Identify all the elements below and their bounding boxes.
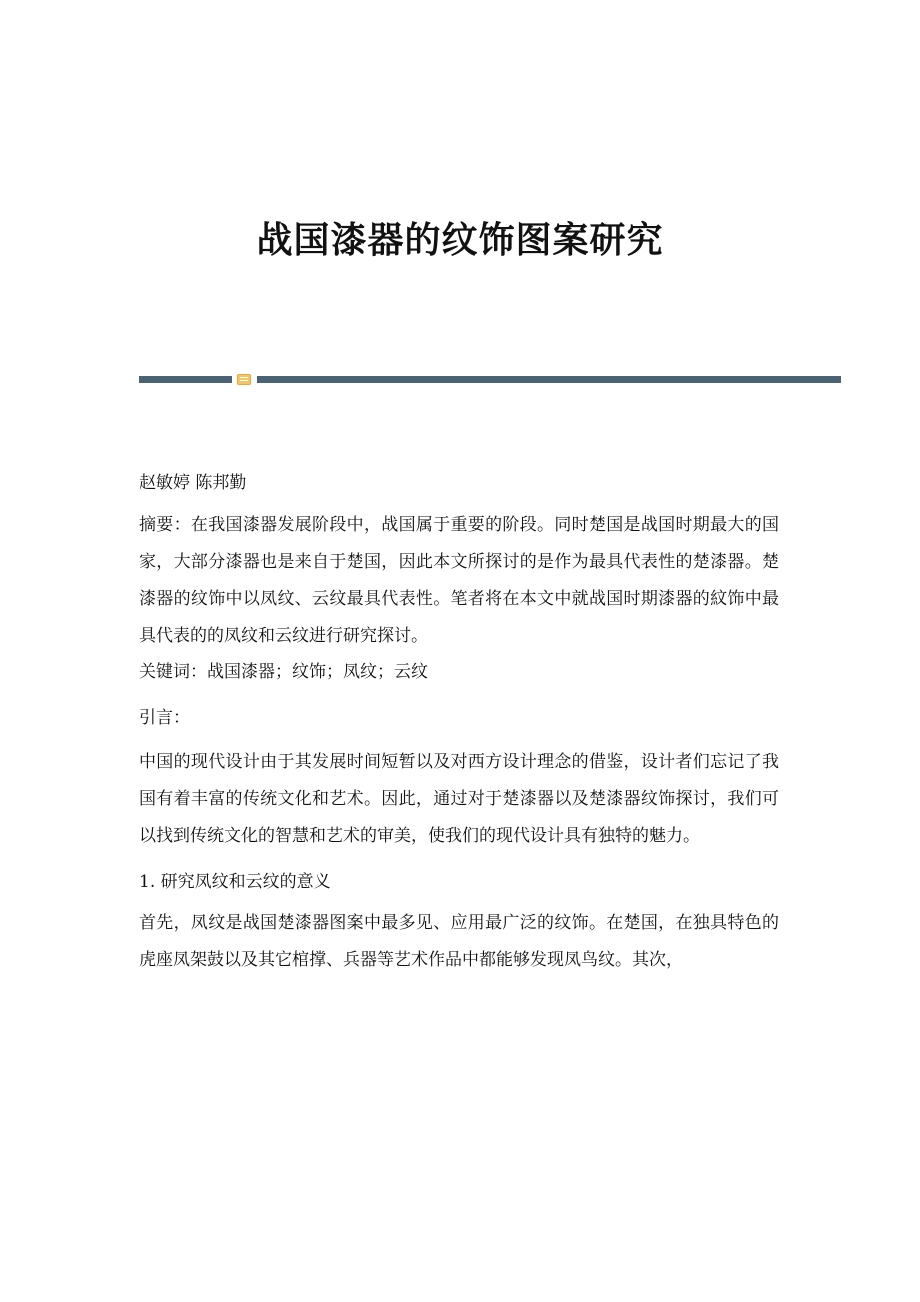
section-heading: 1. 研究凤纹和云纹的意义	[139, 872, 331, 892]
abstract: 摘要：在我国漆器发展阶段中，战国属于重要的阶段。同时楚国是战国时期最大的国家，大部分漆器也是来自于楚国，因此本文所探讨的是作为最具代表性的楚漆器。楚漆器的纹饰中以凤纹、云纹最具代表性。笔者将在本文中就战国时期漆器的紋饰中最具代表的的凤纹和云纹进行研究探讨。	[139, 515, 779, 646]
keywords: 关键词：战国漆器；纹饰；凤纹；云纹	[139, 662, 428, 682]
intro-text: 中国的现代设计由于其发展时间短暂以及对西方设计理念的借鉴，设计者们忘记了我国有着丰富的传统文化和艺术。因此，通过对于楚漆器以及楚漆器纹饰探讨，我们可以找到传统文化的智慧和艺术的审美，使我们的现代设计具有独特的魅力。	[139, 752, 779, 846]
document-body	[139, 470, 779, 979]
divider-emblem-icon	[237, 374, 251, 385]
authors: 赵敏婷 陈邦勤	[139, 473, 247, 493]
intro-label: 引言：	[139, 708, 190, 728]
section-body: 首先，凤纹是战国楚漆器图案中最多见、应用最广泛的纹饰。在楚国，在独具特色的虎座凤架鼓以及其它棺撑、兵器等艺术作品中都能够发现凤鸟纹。其次，	[139, 913, 779, 970]
title-divider	[139, 374, 841, 386]
divider-bar-left	[139, 376, 232, 383]
divider-bar-right	[257, 376, 841, 383]
document-title: 战国漆器的纹饰图案研究	[256, 219, 664, 261]
